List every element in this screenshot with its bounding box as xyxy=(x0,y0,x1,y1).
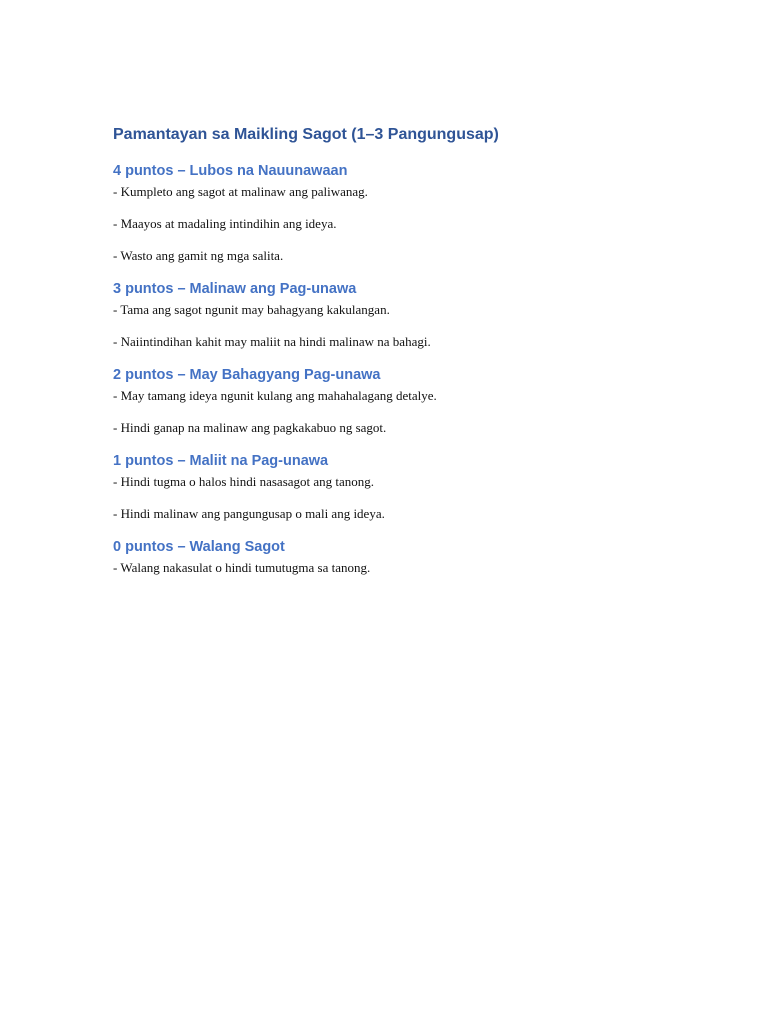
section-0-puntos xyxy=(113,537,713,577)
section-3-puntos xyxy=(113,279,713,351)
section-4-puntos xyxy=(113,161,713,265)
list-item: - Naiintindihan kahit may maliit na hindi malinaw na bahagi. xyxy=(113,334,431,349)
document-page xyxy=(113,124,713,577)
section-1-puntos xyxy=(113,451,713,523)
section-heading: 3 puntos – Malinaw ang Pag-unawa xyxy=(113,281,357,297)
list-item: - Hindi ganap na malinaw ang pagkakabuo ng sagot. xyxy=(113,420,387,435)
section-heading: 4 puntos – Lubos na Nauunawaan xyxy=(113,163,348,179)
section-2-puntos xyxy=(113,365,713,437)
list-item: - Hindi tugma o halos hindi nasasagot ang tanong. xyxy=(113,474,375,489)
list-item: - Kumpleto ang sagot at malinaw ang paliwanag. xyxy=(113,184,368,199)
document-title: Pamantayan sa Maikling Sagot (1–3 Pangungusap) xyxy=(113,126,499,143)
list-item: - Wasto ang gamit ng mga salita. xyxy=(113,248,284,263)
list-item: - May tamang ideya ngunit kulang ang mahahalagang detalye. xyxy=(113,388,437,403)
section-heading: 1 puntos – Maliit na Pag-unawa xyxy=(113,453,329,469)
section-heading: 0 puntos – Walang Sagot xyxy=(113,539,285,555)
section-heading: 2 puntos – May Bahagyang Pag-unawa xyxy=(113,367,381,383)
list-item: - Maayos at madaling intindihin ang ideya. xyxy=(113,216,337,231)
list-item: - Tama ang sagot ngunit may bahagyang kakulangan. xyxy=(113,302,390,317)
list-item: - Hindi malinaw ang pangungusap o mali ang ideya. xyxy=(113,506,385,521)
list-item: - Walang nakasulat o hindi tumutugma sa tanong. xyxy=(113,560,371,575)
